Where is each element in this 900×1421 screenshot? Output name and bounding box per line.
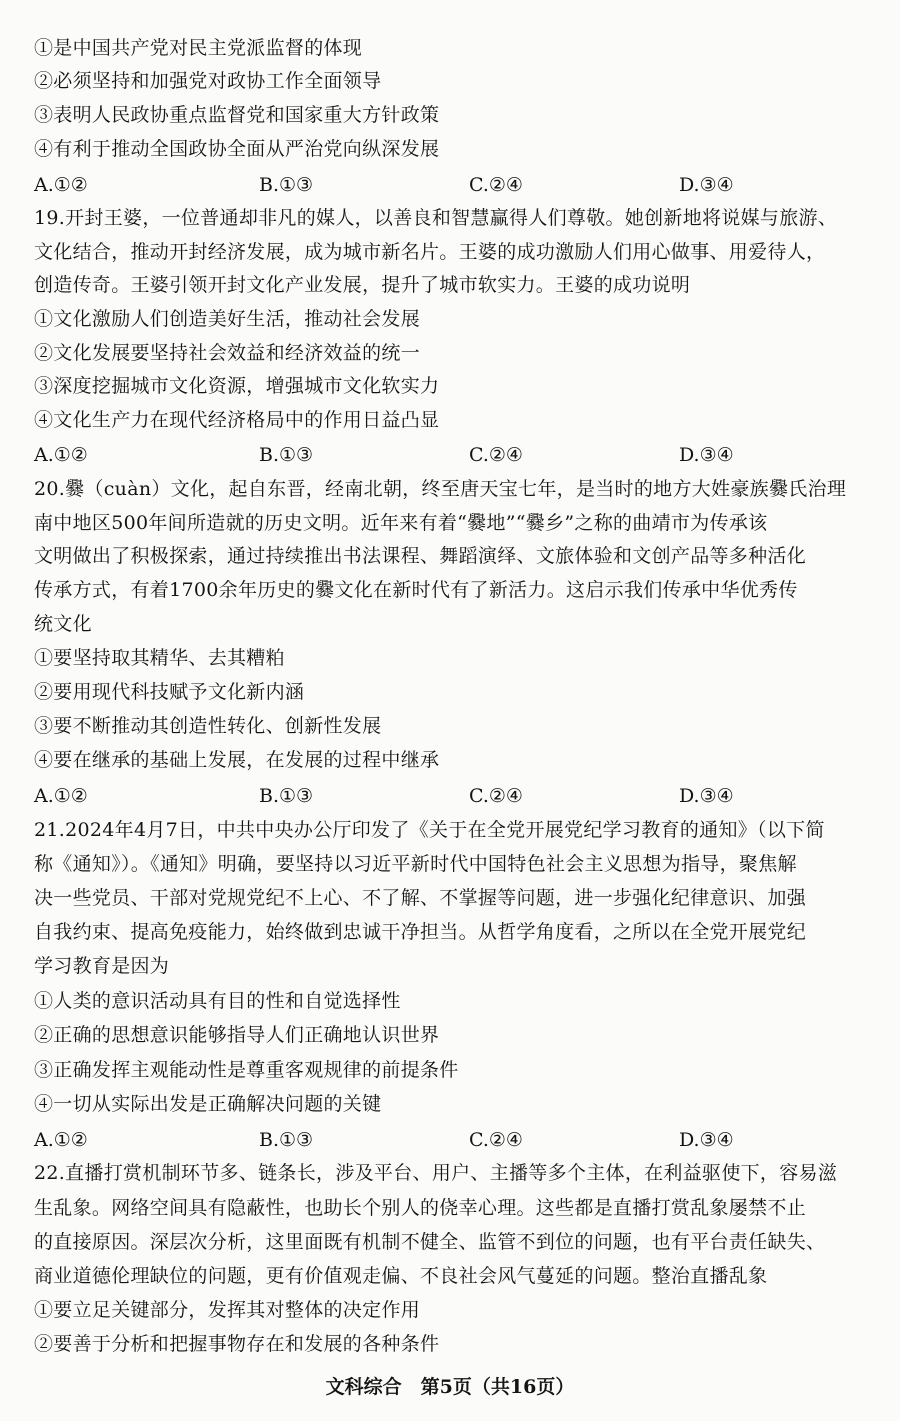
- q20-options: [34, 781, 874, 811]
- q20-item-3: ③要不断推动其创造性转化、创新性发展: [34, 715, 382, 737]
- q18-item-1: ①是中国共产党对民主党派监督的体现: [34, 37, 363, 59]
- q21-options: [34, 1125, 874, 1155]
- q21-stem-2: 称《通知》）。《通知》明确，要坚持以习近平新时代中国特色社会主义思想为指导，聚焦解: [34, 853, 797, 875]
- q18-item-4: ④有利于推动全国政协全面从严治党向纵深发展: [34, 138, 440, 160]
- q22-item-1: ①要立足关键部分，发挥其对整体的决定作用: [34, 1299, 421, 1321]
- q18-option-b: B.①③: [259, 174, 314, 196]
- q20-stem-3: 文明做出了积极探索，通过持续推出书法课程、舞蹈演绎、文旅体验和文创产品等多种活化: [34, 545, 807, 567]
- q19-item-1: ①文化激励人们创造美好生活，推动社会发展: [34, 308, 421, 330]
- q20-stem-1: 20.爨（cuàn）文化，起自东晋，经南北朝，终至唐天宝七年，是当时的地方大姓豪族爨氏治理: [34, 478, 847, 500]
- q18-option-d: D.③④: [679, 174, 734, 196]
- q21-stem-5: 学习教育是因为: [34, 955, 170, 977]
- q20-item-4: ④要在继承的基础上发展，在发展的过程中继承: [34, 749, 440, 771]
- q21-item-4: ④一切从实际出发是正确解决问题的关键: [34, 1093, 382, 1115]
- q18-options: [34, 170, 874, 200]
- q20-option-b: B.①③: [259, 785, 314, 807]
- page-footer: 文科综合 第5页（共16页）: [325, 1376, 575, 1398]
- q19-item-2: ②文化发展要坚持社会效益和经济效益的统一: [34, 342, 421, 364]
- q21-option-c: C.②④: [469, 1129, 523, 1151]
- q21-stem-4: 自我约束、提高免疫能力，始终做到忠诚干净担当。从哲学角度看，之所以在全党开展党纪: [34, 921, 807, 943]
- q18-option-c: C.②④: [469, 174, 523, 196]
- q19-option-c: C.②④: [469, 444, 523, 466]
- q19-stem-1: 19.开封王婆，一位普通却非凡的媒人，以善良和智慧赢得人们尊敬。她创新地将说媒与旅游、: [34, 207, 838, 229]
- q21-item-3: ③正确发挥主观能动性是尊重客观规律的前提条件: [34, 1059, 459, 1081]
- q19-option-d: D.③④: [679, 444, 734, 466]
- q22-stem-1: 22.直播打赏机制环节多、链条长，涉及平台、用户、主播等多个主体，在利益驱使下，容易滋: [34, 1162, 838, 1184]
- q21-item-1: ①人类的意识活动具有目的性和自觉选择性: [34, 990, 401, 1012]
- q20-stem-5: 统文化: [34, 613, 92, 635]
- q20-option-a: A.①②: [34, 785, 88, 807]
- q22-stem-2: 生乱象。网络空间具有隐蔽性，也助长个别人的侥幸心理。这些都是直播打赏乱象屡禁不止: [34, 1197, 807, 1219]
- q20-stem-2: 南中地区500年间所造就的历史文明。近年来有着“爨地”“爨乡”之称的曲靖市为传承该: [34, 512, 768, 534]
- q21-option-d: D.③④: [679, 1129, 734, 1151]
- q18-item-2: ②必须坚持和加强党对政协工作全面领导: [34, 70, 382, 92]
- q19-option-a: A.①②: [34, 444, 88, 466]
- q20-option-c: C.②④: [469, 785, 523, 807]
- q19-option-b: B.①③: [259, 444, 314, 466]
- q19-options: [34, 440, 874, 470]
- q19-item-3: ③深度挖掘城市文化资源，增强城市文化软实力: [34, 375, 440, 397]
- q19-stem-2: 文化结合，推动开封经济发展，成为城市新名片。王婆的成功激励人们用心做事、用爱待人，: [34, 241, 826, 263]
- q21-option-b: B.①③: [259, 1129, 314, 1151]
- q22-item-2: ②要善于分析和把握事物存在和发展的各种条件: [34, 1333, 440, 1355]
- q21-stem-3: 决一些党员、干部对党规党纪不上心、不了解、不掌握等问题，进一步强化纪律意识、加强: [34, 887, 807, 909]
- q19-item-4: ④文化生产力在现代经济格局中的作用日益凸显: [34, 409, 440, 431]
- q22-stem-3: 的直接原因。深层次分析，这里面既有机制不健全、监管不到位的问题，也有平台责任缺失、: [34, 1231, 826, 1253]
- q18-item-3: ③表明人民政协重点监督党和国家重大方针政策: [34, 104, 440, 126]
- q21-option-a: A.①②: [34, 1129, 88, 1151]
- q20-option-d: D.③④: [679, 785, 734, 807]
- q19-stem-3: 创造传奇。王婆引领开封文化产业发展，提升了城市软实力。王婆的成功说明: [34, 274, 691, 296]
- q22-stem-4: 商业道德伦理缺位的问题，更有价值观走偏、不良社会风气蔓延的问题。整治直播乱象: [34, 1265, 768, 1287]
- q20-item-2: ②要用现代科技赋予文化新内涵: [34, 681, 305, 703]
- q20-item-1: ①要坚持取其精华、去其糟粕: [34, 647, 285, 669]
- q20-stem-4: 传承方式，有着1700余年历史的爨文化在新时代有了新活力。这启示我们传承中华优秀传: [34, 579, 798, 601]
- q18-option-a: A.①②: [34, 174, 88, 196]
- q21-stem-1: 21.2024年4月7日，中共中央办公厅印发了《关于在全党开展党纪学习教育的通知》（以下简: [34, 819, 825, 841]
- q21-item-2: ②正确的思想意识能够指导人们正确地认识世界: [34, 1024, 440, 1046]
